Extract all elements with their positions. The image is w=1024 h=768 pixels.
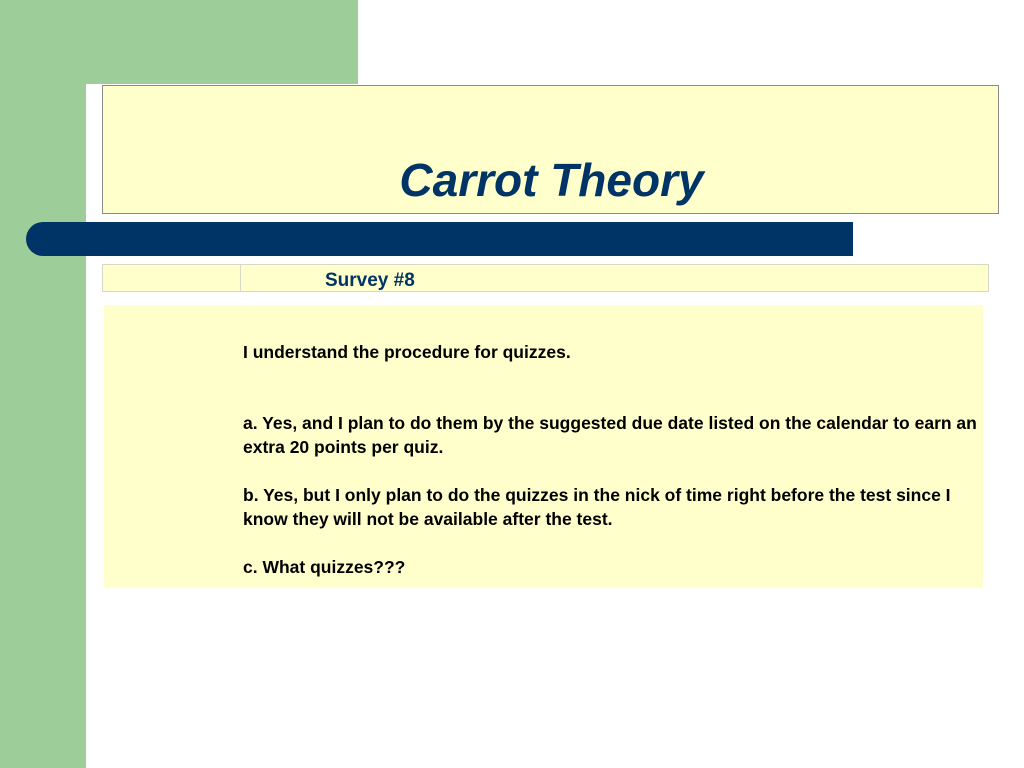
- survey-header-row: [102, 264, 989, 292]
- survey-content: [243, 340, 983, 579]
- option-b: b. Yes, but I only plan to do the quizzes in the nick of time right before the test since I know they will not be available after the test.: [243, 485, 951, 529]
- title-box: [102, 85, 999, 214]
- slide-title: Carrot Theory: [399, 153, 704, 206]
- decorative-navy-bar: [26, 222, 853, 256]
- survey-header-empty-cell: [103, 265, 241, 291]
- option-a: a. Yes, and I plan to do them by the suggested due date listed on the calendar to earn an extra 20 points per quiz.: [243, 413, 977, 457]
- survey-question: I understand the procedure for quizzes.: [243, 342, 571, 362]
- option-c: c. What quizzes???: [243, 557, 406, 577]
- survey-label: Survey #8: [325, 270, 415, 291]
- content-box: [104, 305, 983, 588]
- top-decorative-band: [86, 0, 358, 84]
- left-decorative-band: [0, 0, 86, 768]
